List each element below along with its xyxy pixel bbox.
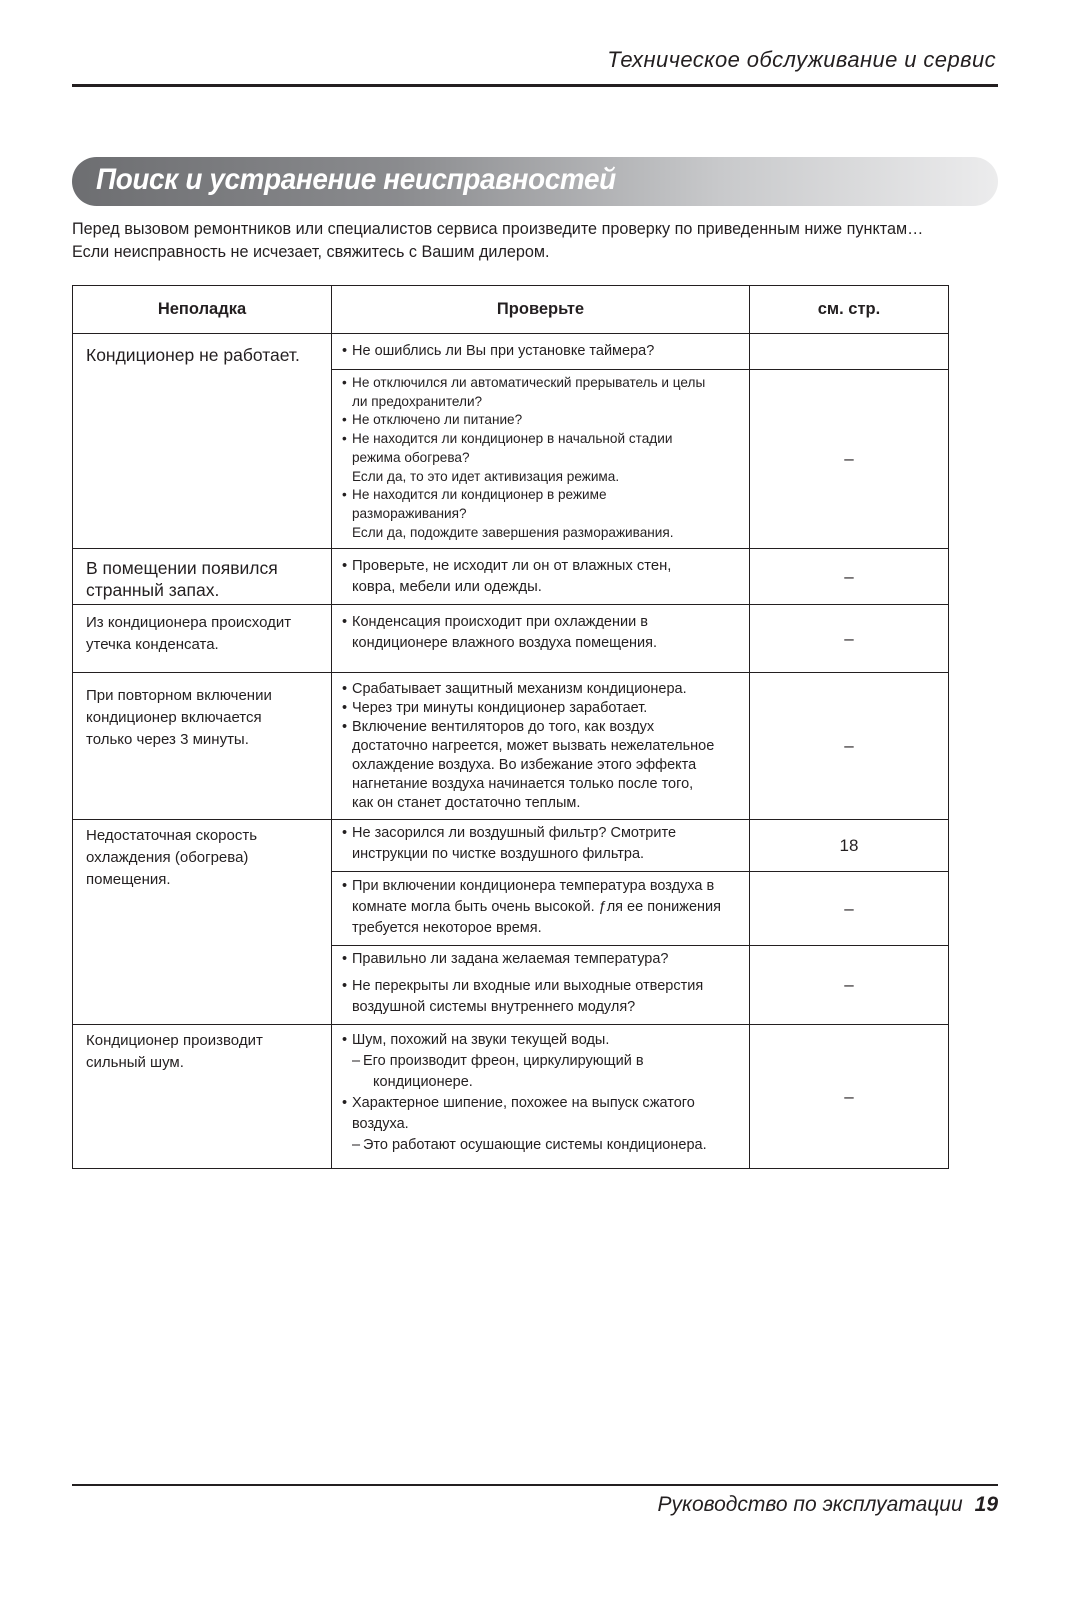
list-item: • Не отключился ли автоматический прерыватель и целы <box>342 375 706 390</box>
footer-title: Руководство по эксплуатации <box>657 1493 963 1516</box>
header-check: Проверьте <box>332 286 750 334</box>
list-item: • Правильно ли задана желаемая температура? <box>342 951 669 968</box>
ref-cell: – <box>750 549 949 605</box>
section-banner <box>72 157 998 206</box>
check-cell: • Срабатывает защитный механизм кондиционера. • Через три минуты кондиционер заработает. • Включение вентиляторов до того, как воздух достаточно нагреется, может вызвать нежелательное охлаждение воздуха. Во избежание этого эффекта нагнетание воздуха начинается только после того, как он станет достаточно теплым. <box>332 673 750 820</box>
ref-cell: – <box>750 370 949 549</box>
footer-rule <box>72 1484 998 1486</box>
list-item: • Не находится ли кондиционер в режиме <box>342 487 607 503</box>
check-cell <box>332 334 750 370</box>
page-number: 19 <box>974 1493 998 1516</box>
problem-cell: В помещении появился странный запах. <box>73 549 332 605</box>
list-subitem: – Его производит фреон, циркулирующий в <box>352 1053 644 1070</box>
intro-line-1: Перед вызовом ремонтников или специалистов сервиса произведите проверку по приведенным ниже пунктам… <box>72 220 924 238</box>
problem-cell: Недостаточная скорость охлаждения (обогрева) помещения. <box>73 820 332 1025</box>
check-cell: • Конденсация происходит при охлаждении в кондиционере влажного воздуха помещения. <box>332 605 750 673</box>
table-header-row <box>73 286 949 334</box>
table-row <box>73 820 949 872</box>
list-item: • Срабатывает защитный механизм кондиционера. <box>342 681 687 698</box>
problem-cell: Из кондиционера происходит утечка конденсата. <box>73 605 332 673</box>
running-head: Техническое обслуживание и сервис <box>607 47 996 72</box>
intro-line-2: Если неисправность не исчезает, свяжитесь с Вашим дилером. <box>72 243 550 261</box>
problem-cell: При повторном включении кондиционер включается только через 3 минуты. <box>73 673 332 820</box>
list-item: • Не ошиблись ли Вы при установке таймера? <box>342 343 655 359</box>
table-row <box>73 549 949 605</box>
ref-cell: – <box>750 1025 949 1169</box>
header-ref: см. стр. <box>750 286 949 334</box>
check-cell: • При включении кондиционера температура воздуха в комнате могла быть очень высокой. ƒля ее понижения требуется некоторое время. <box>332 872 750 946</box>
intro-text <box>72 218 1002 264</box>
section-title: Поиск и устранение неисправностей <box>96 163 616 196</box>
footer <box>658 1493 998 1517</box>
ref-cell: – <box>750 946 949 1025</box>
ref-cell: – <box>750 605 949 673</box>
problem-cell <box>73 334 332 549</box>
check-cell: • Не отключился ли автоматический прерыватель и целы ли предохранители? • Не отключено ли питание? • Не находится ли кондиционер в начальной стадии режима обогрева? Если да, то это идет активизация режима. • Не находится ли кондиционер в режиме размораживания? Если да, подождите завершения размораживания. <box>332 370 750 549</box>
list-subitem: – Это работают осушающие системы кондиционера. <box>352 1137 707 1154</box>
problem-text: Кондиционер не работает. <box>86 345 300 365</box>
list-item: • Не засорился ли воздушный фильтр? Смотрите <box>342 825 677 842</box>
list-item: • Не перекрыты ли входные или выходные отверстия <box>342 978 704 995</box>
check-cell: • Правильно ли задана желаемая температура? • Не перекрыты ли входные или выходные отверстия воздушной системы внутреннего модуля? <box>332 946 750 1025</box>
list-item: • Конденсация происходит при охлаждении в <box>342 614 648 631</box>
ref-cell: – <box>750 673 949 820</box>
header-problem: Неполадка <box>73 286 332 334</box>
check-cell: • Проверьте, не исходит ли он от влажных стен, ковра, мебели или одежды. <box>332 549 750 605</box>
table-row <box>73 334 949 370</box>
list-item: • Проверьте, не исходит ли он от влажных стен, <box>342 558 672 575</box>
problem-cell: Кондиционер производит сильный шум. <box>73 1025 332 1169</box>
list-item: • Включение вентиляторов до того, как воздух <box>342 719 655 736</box>
table-row <box>73 673 949 820</box>
list-item: • Характерное шипение, похожее на выпуск сжатого <box>342 1095 695 1112</box>
troubleshooting-table <box>72 285 949 1169</box>
table-row <box>73 1025 949 1169</box>
list-item: • Не находится ли кондиционер в начальной стадии <box>342 431 673 447</box>
table-row <box>73 605 949 673</box>
list-item: • Через три минуты кондиционер заработает. <box>342 700 648 717</box>
ref-cell: – <box>750 872 949 946</box>
ref-cell <box>750 334 949 370</box>
list-item: • Шум, похожий на звуки текущей воды. <box>342 1032 610 1049</box>
list-item: • При включении кондиционера температура воздуха в <box>342 878 715 895</box>
check-cell: • Не засорился ли воздушный фильтр? Смотрите инструкции по чистке воздушного фильтра. <box>332 820 750 872</box>
header-rule <box>72 84 998 87</box>
list-item: • Не отключено ли питание? <box>342 412 523 428</box>
ref-cell: 18 <box>750 820 949 872</box>
check-cell: • Шум, похожий на звуки текущей воды. – Его производит фреон, циркулирующий в кондиционере. • Характерное шипение, похожее на выпуск сжатого воздуха. – Это работают осушающие системы кондиционера. <box>332 1025 750 1169</box>
